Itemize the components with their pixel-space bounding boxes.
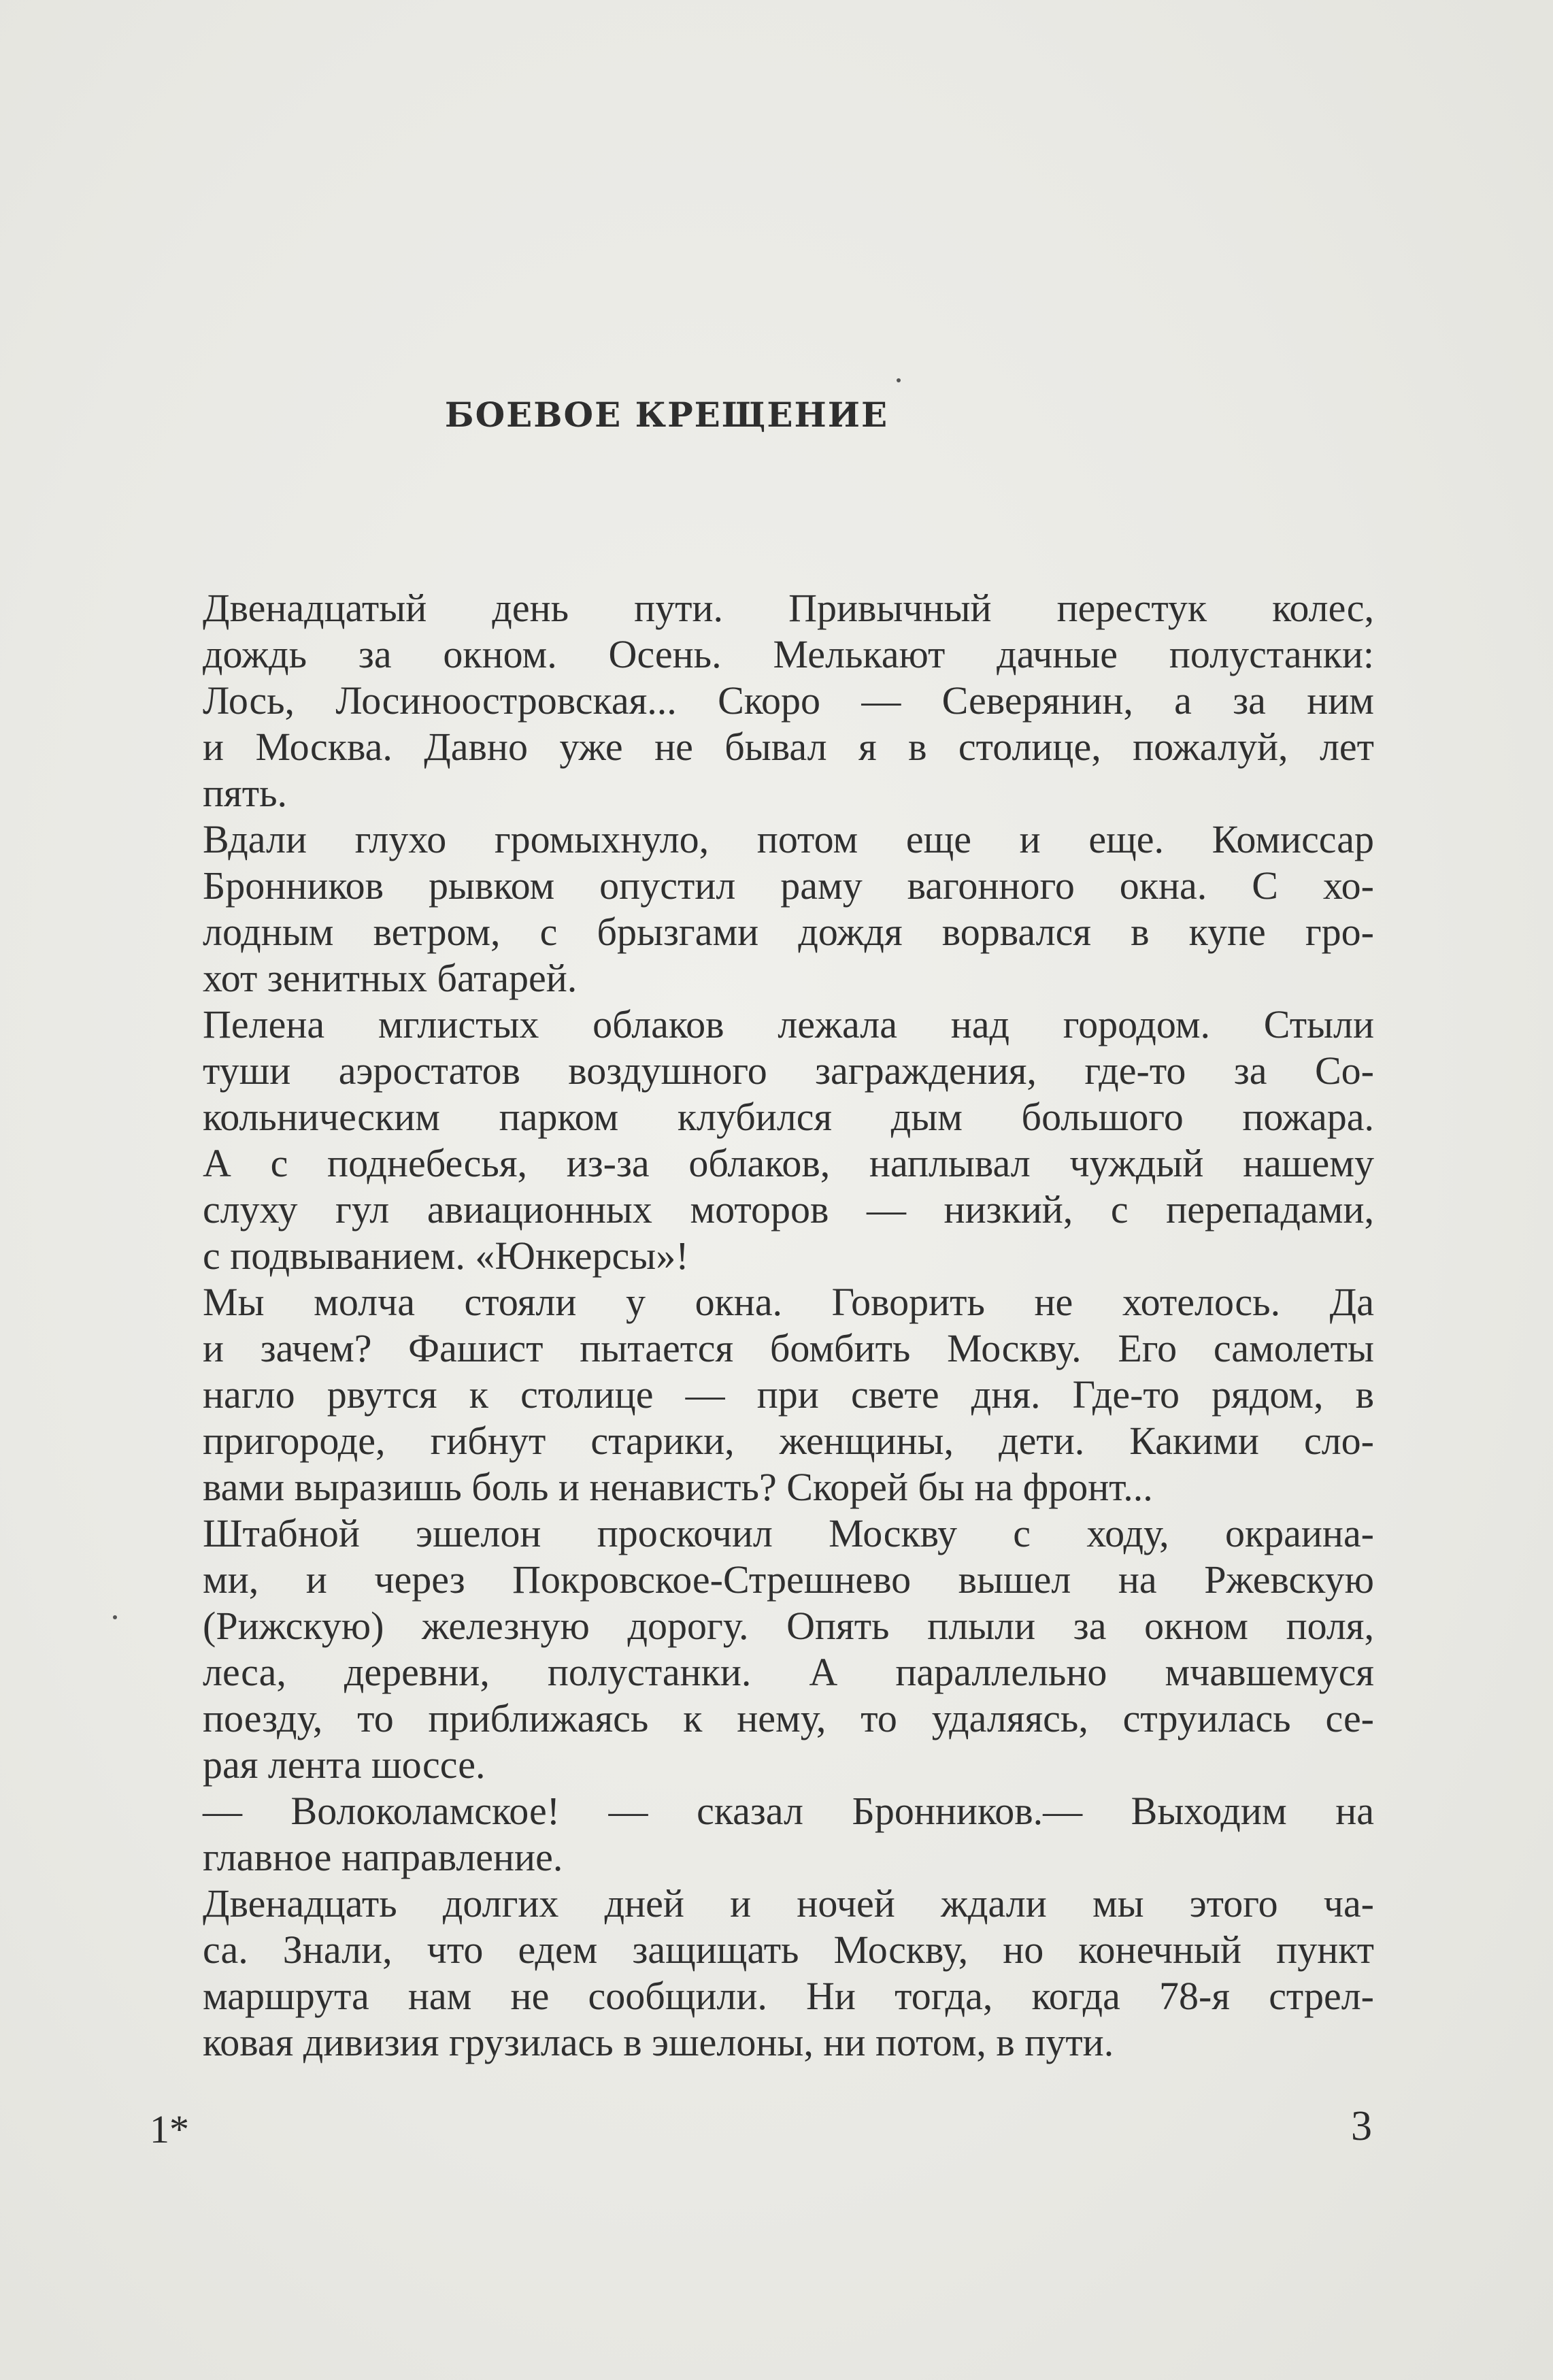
body-text xyxy=(203,585,1374,2066)
speck xyxy=(897,378,901,382)
text-line: рая лента шоссе. xyxy=(203,1742,486,1787)
text-line: маршрута нам не сообщили. Ни тогда, когда 78-я стрел- xyxy=(203,1974,1374,2018)
paragraph xyxy=(203,1279,1374,1510)
paragraph xyxy=(203,585,1374,816)
text-line: са. Знали, что едем защищать Москву, но конечный пункт xyxy=(203,1928,1374,1972)
text-line: леса, деревни, полустанки. А параллельно мчавшемуся xyxy=(203,1650,1374,1694)
text-line: туши аэростатов воздушного заграждения, где-то за Со- xyxy=(203,1048,1374,1093)
chapter-title: БОЕВОЕ КРЕЩЕНИЕ xyxy=(444,395,889,435)
paragraph xyxy=(203,1002,1374,1279)
text-line: и Москва. Давно уже не бывал я в столице, пожалуй, лет xyxy=(203,725,1374,769)
text-line: с подвыванием. «Юнкерсы»! xyxy=(203,1234,689,1278)
text-line: главное направление. xyxy=(203,1835,563,1879)
text-line: (Рижскую) железную дорогу. Опять плыли за окном поля, xyxy=(203,1604,1374,1648)
paragraph xyxy=(203,1788,1374,1881)
text-line: пригороде, гибнут старики, женщины, дети. Какими сло- xyxy=(203,1419,1374,1463)
text-line: Лось, Лосиноостровская... Скоро — Северянин, а за ним xyxy=(203,678,1374,723)
text-line: Мы молча стояли у окна. Говорить не хотелось. Да xyxy=(203,1280,1374,1324)
paragraph xyxy=(203,816,1374,1002)
signature-mark: 1* xyxy=(150,2107,189,2151)
text-line: нагло рвутся к столице — при свете дня. Где-то рядом, в xyxy=(203,1372,1374,1417)
text-line: кольническим парком клубился дым большого пожара. xyxy=(203,1095,1374,1139)
text-line: и зачем? Фашист пытается бомбить Москву. Его самолеты xyxy=(203,1326,1374,1370)
text-line: вами выразишь боль и ненависть? Скорей бы на фронт... xyxy=(203,1465,1153,1509)
text-line: — Волоколамское! — сказал Бронников.— Выходим на xyxy=(203,1789,1374,1833)
speck xyxy=(113,1615,117,1619)
text-line: Штабной эшелон проскочил Москву с ходу, окраина- xyxy=(203,1511,1374,1555)
text-line: поезду, то приближаясь к нему, то удаляясь, струилась се- xyxy=(203,1696,1374,1740)
text-line: Двенадцать долгих дней и ночей ждали мы этого ча- xyxy=(203,1881,1374,1926)
text-line: А с поднебесья, из-за облаков, наплывал чуждый нашему xyxy=(203,1141,1374,1185)
text-line: хот зенитных батарей. xyxy=(203,956,578,1000)
text-line: слуху гул авиационных моторов — низкий, с перепадами, xyxy=(203,1187,1374,1232)
paragraph xyxy=(203,1510,1374,1788)
text-line: ковая дивизия грузилась в эшелоны, ни потом, в пути. xyxy=(203,2020,1114,2064)
text-line: Вдали глухо громыхнуло, потом еще и еще. Комиссар xyxy=(203,817,1374,861)
text-line: ми, и через Покровское-Стрешнево вышел на Ржевскую xyxy=(203,1557,1374,1602)
paragraph xyxy=(203,1881,1374,2066)
page-number: 3 xyxy=(1351,2103,1372,2149)
text-line: Пелена мглистых облаков лежала над городом. Стыли xyxy=(203,1002,1374,1046)
text-line: Двенадцатый день пути. Привычный перестук колес, xyxy=(203,586,1374,630)
text-line: дождь за окном. Осень. Мелькают дачные полустанки: xyxy=(203,632,1374,676)
text-line: пять. xyxy=(203,771,288,815)
text-line: лодным ветром, с брызгами дождя ворвался в купе гро- xyxy=(203,910,1374,954)
text-line: Бронников рывком опустил раму вагонного окна. С хо- xyxy=(203,863,1374,908)
